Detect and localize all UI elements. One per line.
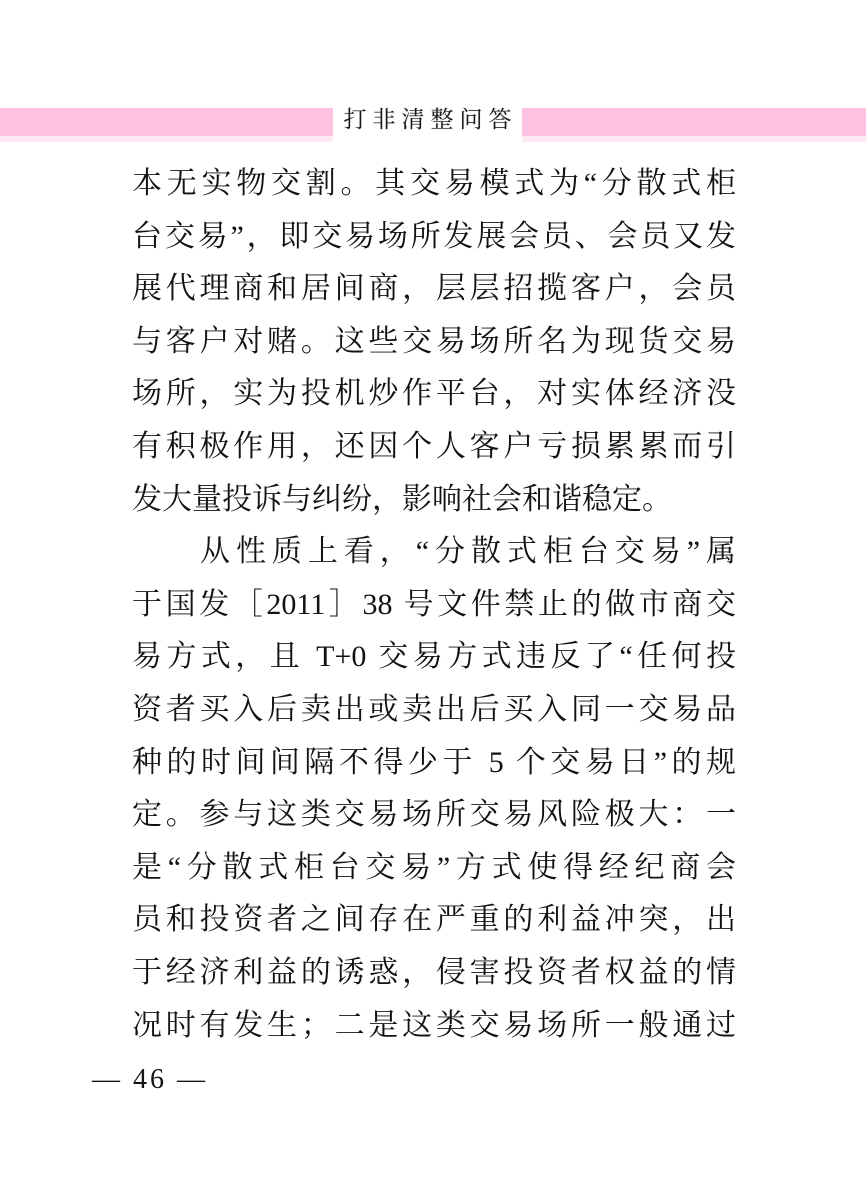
- header-band-left: [0, 108, 333, 136]
- text-line: 本无实物交割。其交易模式为“分散式柜: [132, 167, 736, 200]
- text-line: 展代理商和居间商，层层招揽客户，会员: [132, 272, 736, 306]
- text-line: 有积极作用，还因个人客户亏损累累而引: [132, 429, 736, 463]
- text-line: 于国发［2011］38 号文件禁止的做市商交: [132, 587, 736, 621]
- text-line: 场所，实为投机炒作平台，对实体经济没: [132, 377, 736, 411]
- running-header-title: 打非清整问答: [343, 107, 518, 132]
- text-line: 易方式，且 T+0 交易方式违反了“任何投: [132, 640, 736, 674]
- text-line: 员和投资者之间存在严重的利益冲突，出: [132, 903, 736, 937]
- text-line: 台交易”，即交易场所发展会员、会员又发: [132, 219, 736, 253]
- text-line: 种的时间间隔不得少于 5 个交易日”的规: [132, 745, 736, 779]
- text-line: 是“分散式柜台交易”方式使得经纪商会: [132, 850, 736, 884]
- page-number: — 46 —: [92, 1064, 208, 1095]
- text-line: 资者买入后卖出或卖出后买入同一交易品: [132, 692, 736, 726]
- body-text: [132, 158, 736, 1052]
- text-line: 从性质上看，“分散式柜台交易”属: [200, 535, 736, 569]
- text-line: 定。参与这类交易场所交易风险极大：一: [132, 798, 736, 832]
- header-band-right: [522, 108, 866, 136]
- text-line: 况时有发生；二是这类交易场所一般通过: [132, 1008, 736, 1042]
- text-line: 发大量投诉与纠纷，影响社会和谐稳定。: [132, 482, 672, 516]
- text-line: 与客户对赌。这些交易场所名为现货交易: [132, 324, 736, 358]
- text-line: 于经济利益的诱惑，侵害投资者权益的情: [132, 955, 736, 989]
